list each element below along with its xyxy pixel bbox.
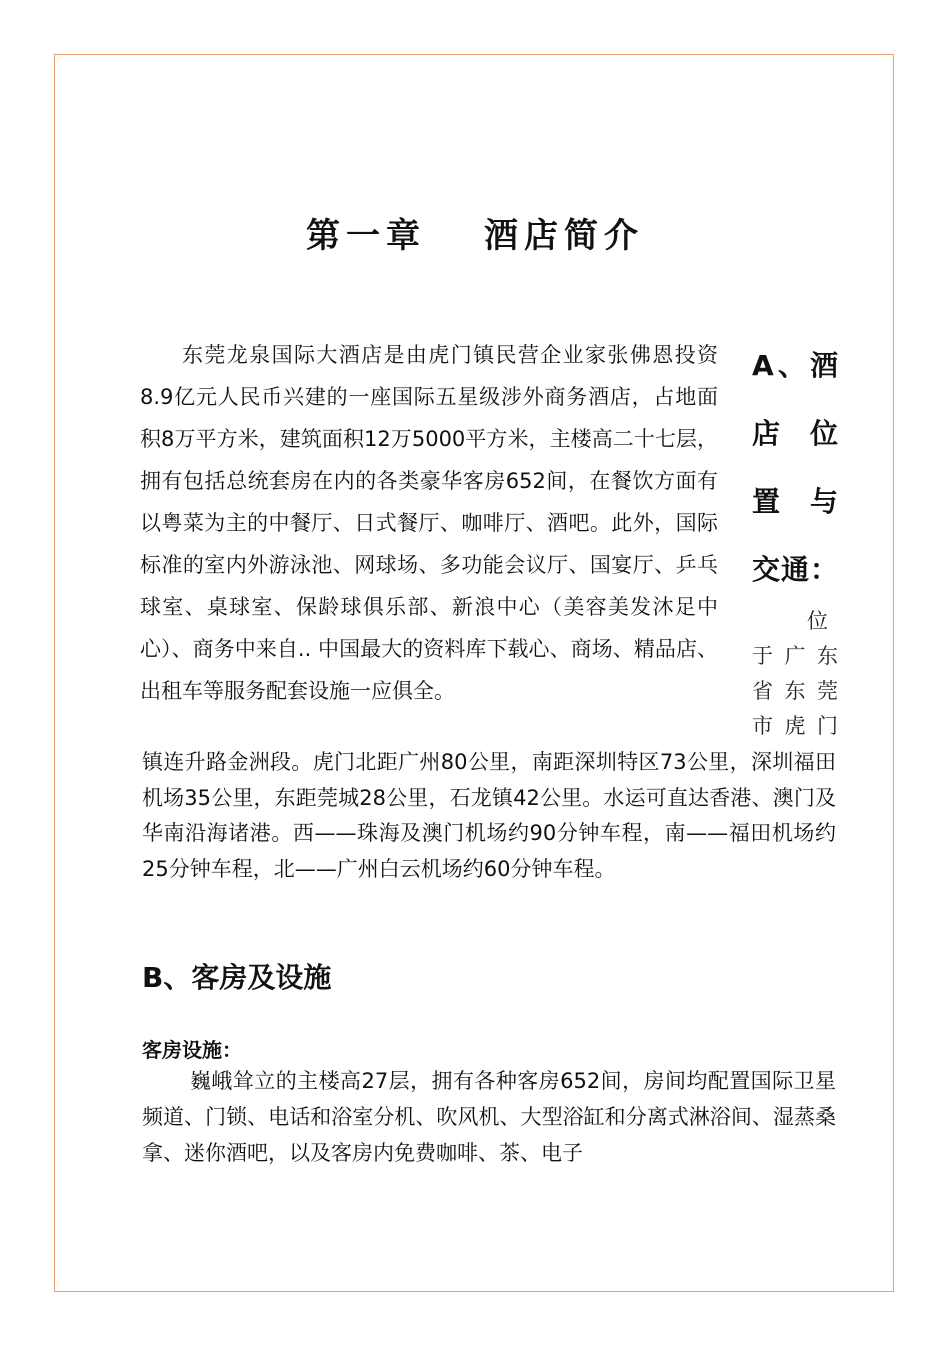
chapter-title-text: 酒店简介 <box>484 216 644 256</box>
section-a-heading-line: 交通： <box>752 553 838 586</box>
section-a-heading-line: A、酒 <box>752 349 838 382</box>
side-text-line: 市虎门 <box>752 714 838 738</box>
chapter-title <box>0 208 950 257</box>
section-b-heading: B、客房及设施 <box>142 961 332 994</box>
side-text-line: 位 <box>807 609 828 633</box>
section-a-heading-line: 置 与 <box>752 485 838 518</box>
chapter-number: 第一章 <box>306 216 426 256</box>
location-paragraph: 镇连升路金洲段。虎门北距广州80公里，南距深圳特区73公里，深圳福田机场35公里，东距莞城28公里，石龙镇42公里。水运可直达香港、澳门及华南沿海诸港。西——珠海及澳门机场约90分钟车程，南——福田机场约25分钟车程，北——广州白云机场约60分钟车程。 <box>142 750 836 881</box>
section-a-side-text <box>752 604 838 744</box>
room-facilities-paragraph: 巍峨耸立的主楼高27层，拥有各种客房652间，房间均配置国际卫星频道、门锁、电话和浴室分机、吹风机、大型浴缸和分离式淋浴间、湿蒸桑拿、迷你酒吧，以及客房内免费咖啡、茶、电子 <box>142 1069 836 1165</box>
section-a-heading <box>752 332 838 604</box>
side-text-line: 于广东 <box>752 644 838 668</box>
section-a-heading-line: 店 位 <box>752 417 838 450</box>
side-text-line: 省东莞 <box>752 679 838 703</box>
intro-paragraph: 东莞龙泉国际大酒店是由虎门镇民营企业家张佛恩投资8.9亿元人民币兴建的一座国际五星级涉外商务酒店，占地面积8万平方米，建筑面积12万5000平方米，主楼高二十七层，拥有包括总统套房在内的各类豪华客房652间，在餐饮方面有以粤菜为主的中餐厅、日式餐厅、咖啡厅、酒吧。此外，国际标准的室内外游泳池、网球场、多功能会议厅、国宴厅、乒乓球室、桌球室、保龄球俱乐部、新浪中心（美容美发沐足中心）、商务中来自.. 中国最大的资料库下载心、商场、精品店、出租车等服务配套设施一应俱全。 <box>140 343 718 703</box>
intro-text-box <box>140 334 718 716</box>
room-facilities-subheading: 客房设施： <box>142 1038 242 1062</box>
